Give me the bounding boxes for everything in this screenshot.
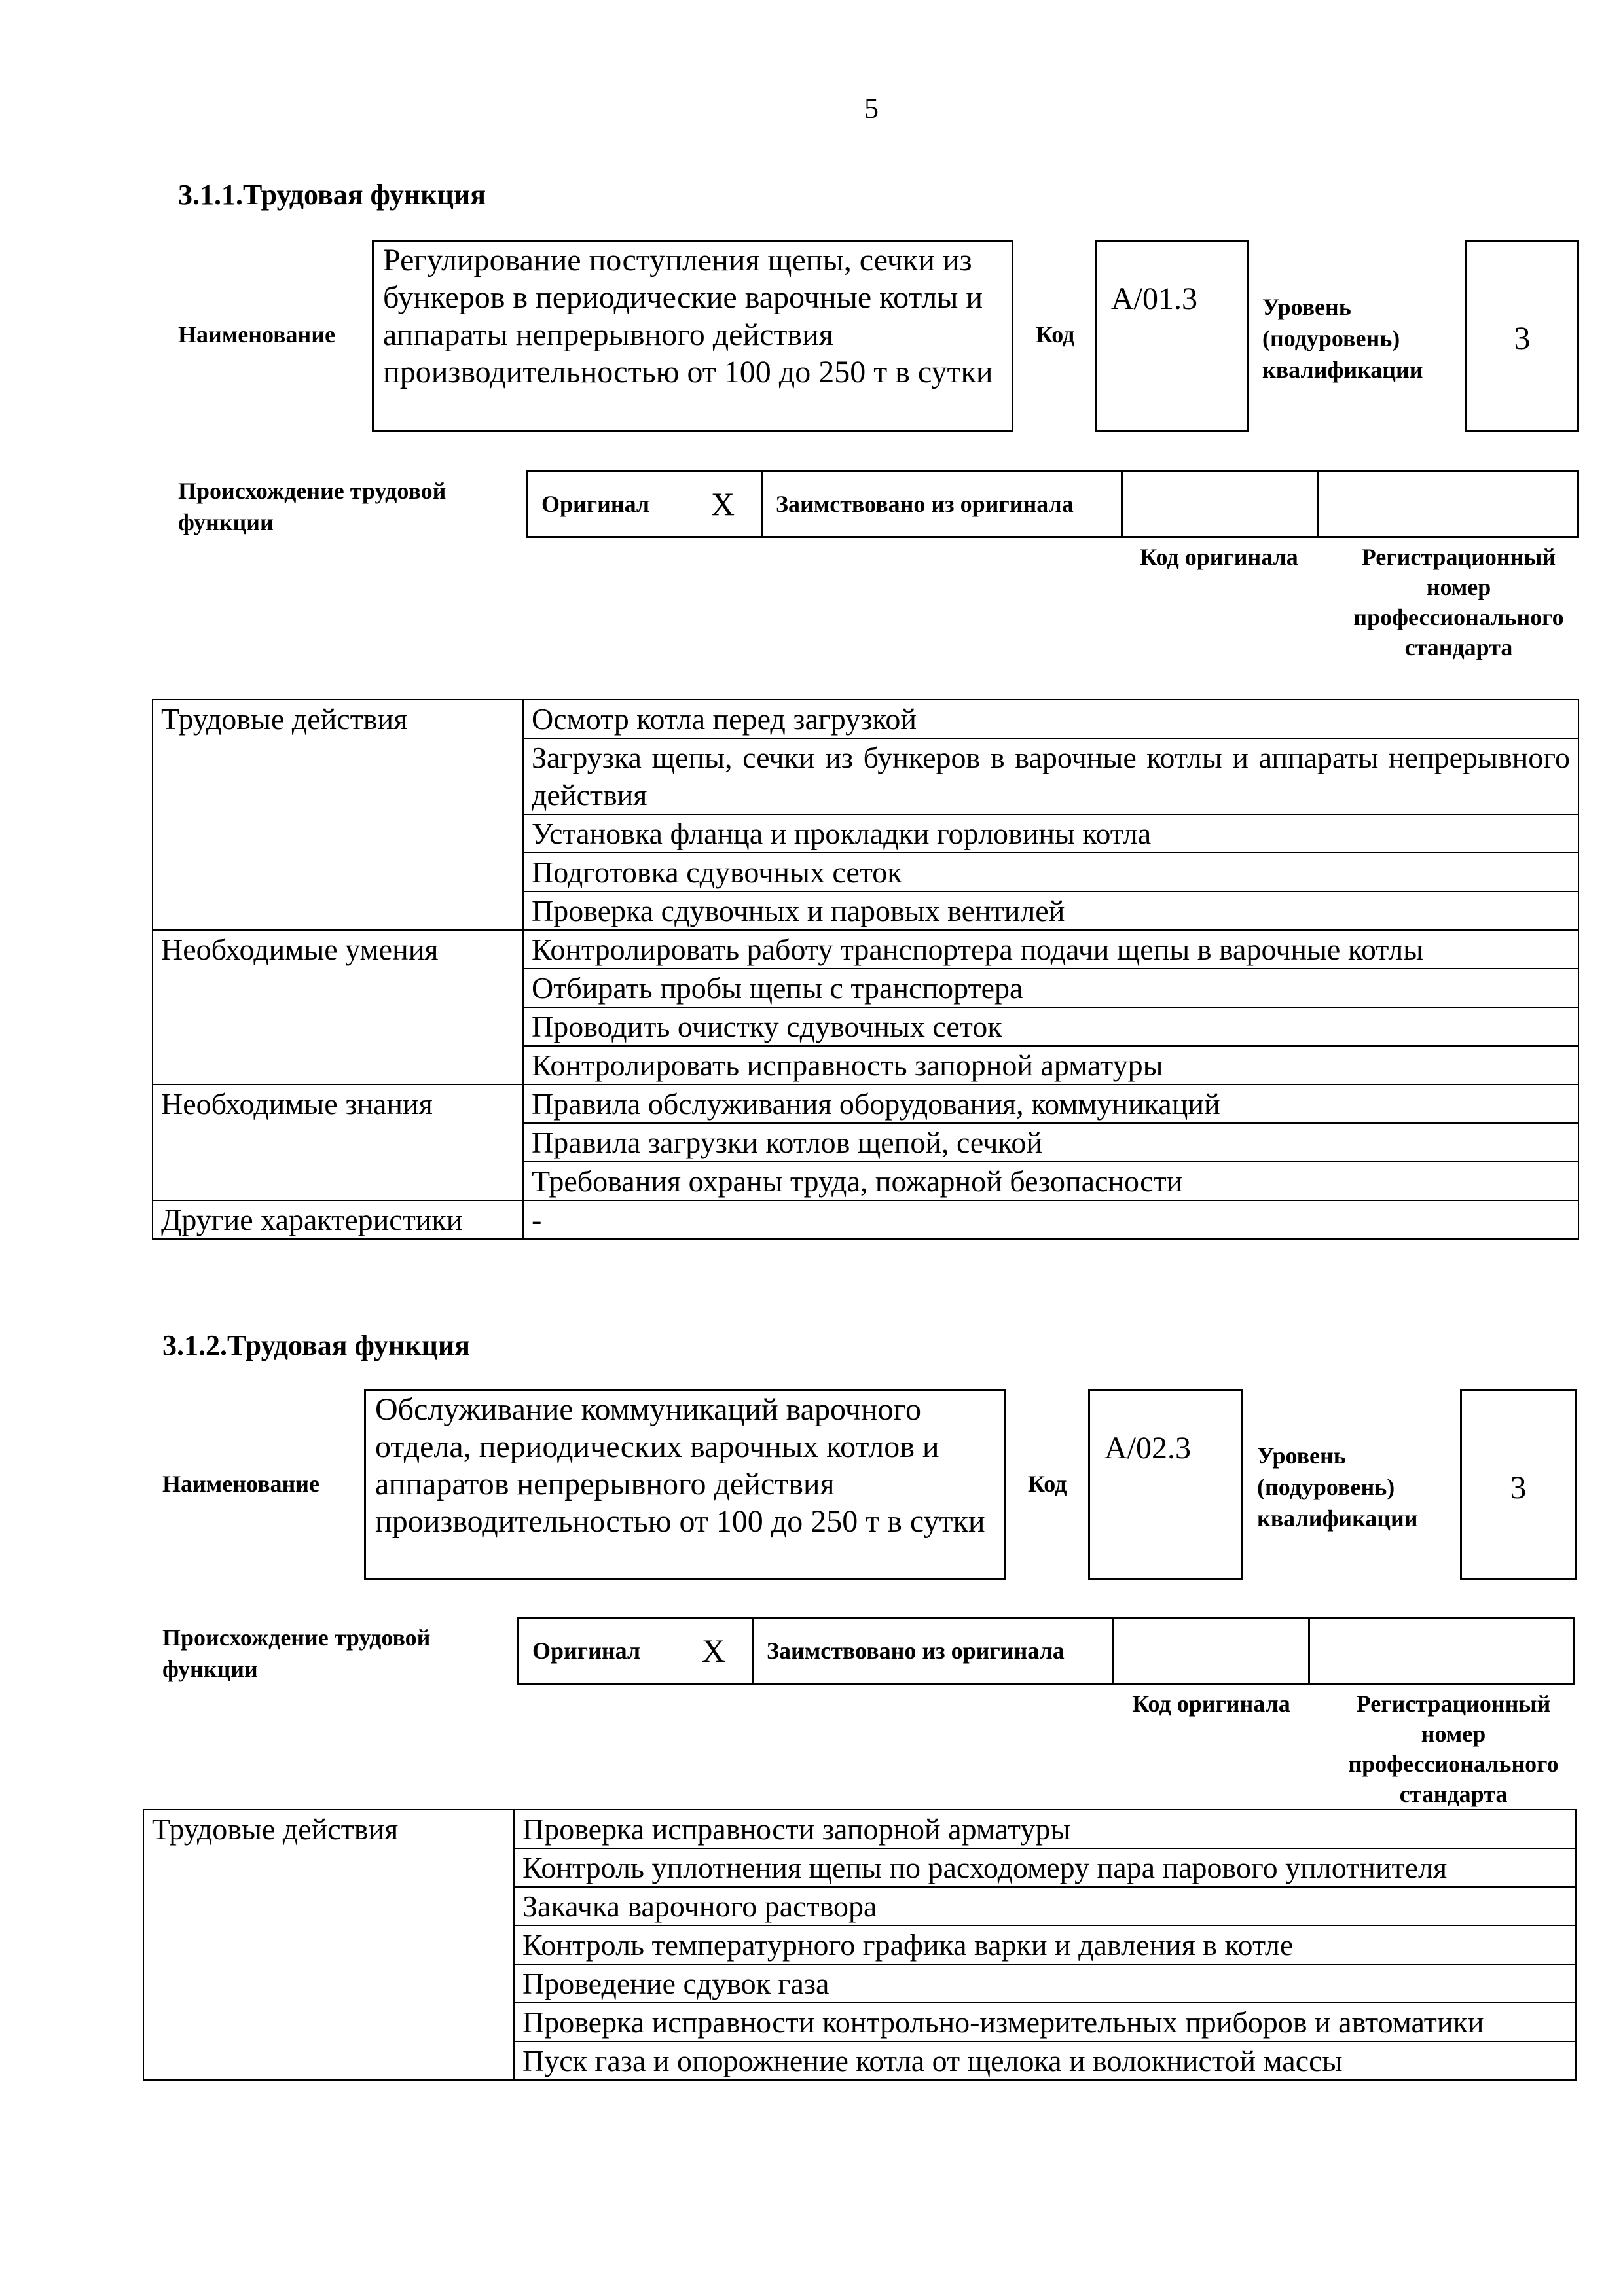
level-box-2 xyxy=(1460,1389,1577,1580)
origin-original-cell-2 xyxy=(519,1619,754,1683)
name-label-2: Наименование xyxy=(162,1471,319,1497)
table-item: Контролировать работу транспортера подачи щепы в варочные котлы xyxy=(523,930,1578,969)
origin-reg-cell-2 xyxy=(1310,1619,1573,1683)
origin-borrowed-cell-1 xyxy=(763,472,1123,536)
category-cell: Необходимые умения xyxy=(153,930,523,1085)
origin-reg-caption-2: Регистрационный номер профессионального стандарта xyxy=(1348,1691,1559,1807)
table-item: Правила обслуживания оборудования, коммуникаций xyxy=(523,1085,1578,1123)
table-item: Контроль температурного графика варки и давления в котле xyxy=(514,1926,1576,1964)
section-title-2: 3.1.2.Трудовая функция xyxy=(162,1329,471,1361)
origin-borrowed-2: Заимствовано из оригинала xyxy=(767,1638,1065,1664)
table-row xyxy=(153,700,1578,738)
table-item: Проверка исправности контрольно-измерительных приборов и автоматики xyxy=(514,2003,1576,2041)
table-row xyxy=(153,930,1578,969)
level-label-1: Уровень (подуровень) квалификации xyxy=(1262,294,1423,383)
origin-reg-caption-1: Регистрационный номер профессионального стандарта xyxy=(1353,544,1564,660)
table-item: Закачка варочного раствора xyxy=(514,1887,1576,1926)
table-item: Контроль уплотнения щепы по расходомеру пара парового уплотнителя xyxy=(514,1848,1576,1887)
origin-original-1: Оригинал xyxy=(541,491,650,517)
table-item: Подготовка сдувочных сеток xyxy=(523,853,1578,891)
function-code-1: А/01.3 xyxy=(1111,281,1197,316)
table-item: Требования охраны труда, пожарной безопасности xyxy=(523,1162,1578,1200)
function-name-box-2 xyxy=(364,1389,1006,1580)
table-item: Загрузка щепы, сечки из бункеров в варочные котлы и аппараты непрерывного действия xyxy=(523,738,1578,814)
table-item: Установка фланца и прокладки горловины котла xyxy=(523,814,1578,853)
origin-mark-1: X xyxy=(710,486,735,522)
table-item: Проводить очистку сдувочных сеток xyxy=(523,1007,1578,1046)
origin-original-2: Оригинал xyxy=(532,1638,641,1664)
table-item: Контролировать исправность запорной арматуры xyxy=(523,1046,1578,1085)
code-box-2 xyxy=(1088,1389,1243,1580)
origin-code-caption-1: Код оригинала xyxy=(1140,544,1298,570)
table-item: Проверка сдувочных и паровых вентилей xyxy=(523,891,1578,930)
function-table-1 xyxy=(152,699,1579,1240)
table-row xyxy=(143,1810,1576,1848)
origin-code-cell-1 xyxy=(1123,472,1319,536)
category-cell: Трудовые действия xyxy=(143,1810,514,2080)
origin-mark-2: X xyxy=(701,1632,725,1669)
table-item: Правила загрузки котлов щепой, сечкой xyxy=(523,1123,1578,1162)
origin-row-1 xyxy=(526,470,1579,538)
code-label-1: Код xyxy=(1036,321,1075,348)
origin-borrowed-cell-2 xyxy=(754,1619,1114,1683)
function-name-2: Обслуживание коммуникаций варочного отдела, периодических варочных котлов и аппаратов непрерывного действия производительностью от 100 до 250 т в сутки xyxy=(375,1392,985,1539)
table-row xyxy=(153,1200,1578,1239)
code-label-2: Код xyxy=(1028,1471,1067,1497)
function-level-2: 3 xyxy=(1510,1469,1527,1505)
table-item: - xyxy=(523,1200,1578,1239)
origin-code-cell-2 xyxy=(1114,1619,1310,1683)
table-row xyxy=(153,1085,1578,1123)
function-level-1: 3 xyxy=(1514,319,1531,356)
table-item: Проверка исправности запорной арматуры xyxy=(514,1810,1576,1848)
origin-original-cell-1 xyxy=(528,472,763,536)
category-cell: Необходимые знания xyxy=(153,1085,523,1200)
function-name-1: Регулирование поступления щепы, сечки из бункеров в периодические варочные котлы и аппараты непрерывного действия производительностью от 100 до 250 т в сутки xyxy=(383,243,993,389)
code-box-1 xyxy=(1095,240,1249,432)
origin-borrowed-1: Заимствовано из оригинала xyxy=(776,491,1074,517)
origin-reg-cell-1 xyxy=(1319,472,1577,536)
section-title-1: 3.1.1.Трудовая функция xyxy=(178,179,486,211)
name-label-1: Наименование xyxy=(178,321,335,348)
origin-label-1: Происхождение трудовой функции xyxy=(178,478,447,535)
page-number: 5 xyxy=(864,92,879,124)
table-item: Отбирать пробы щепы с транспортера xyxy=(523,969,1578,1007)
table-item: Пуск газа и опорожнение котла от щелока и волокнистой массы xyxy=(514,2041,1576,2080)
category-cell: Трудовые действия xyxy=(153,700,523,930)
origin-label-2: Происхождение трудовой функции xyxy=(162,1624,431,1682)
origin-code-caption-2: Код оригинала xyxy=(1132,1691,1290,1717)
function-name-box-1 xyxy=(372,240,1013,432)
function-table-2 xyxy=(143,1809,1577,2081)
category-cell: Другие характеристики xyxy=(153,1200,523,1239)
origin-row-2 xyxy=(517,1617,1575,1685)
table-item: Осмотр котла перед загрузкой xyxy=(523,700,1578,738)
level-label-2: Уровень (подуровень) квалификации xyxy=(1257,1443,1418,1532)
function-code-2: А/02.3 xyxy=(1104,1431,1191,1465)
level-box-1 xyxy=(1465,240,1579,432)
table-item: Проведение сдувок газа xyxy=(514,1964,1576,2003)
